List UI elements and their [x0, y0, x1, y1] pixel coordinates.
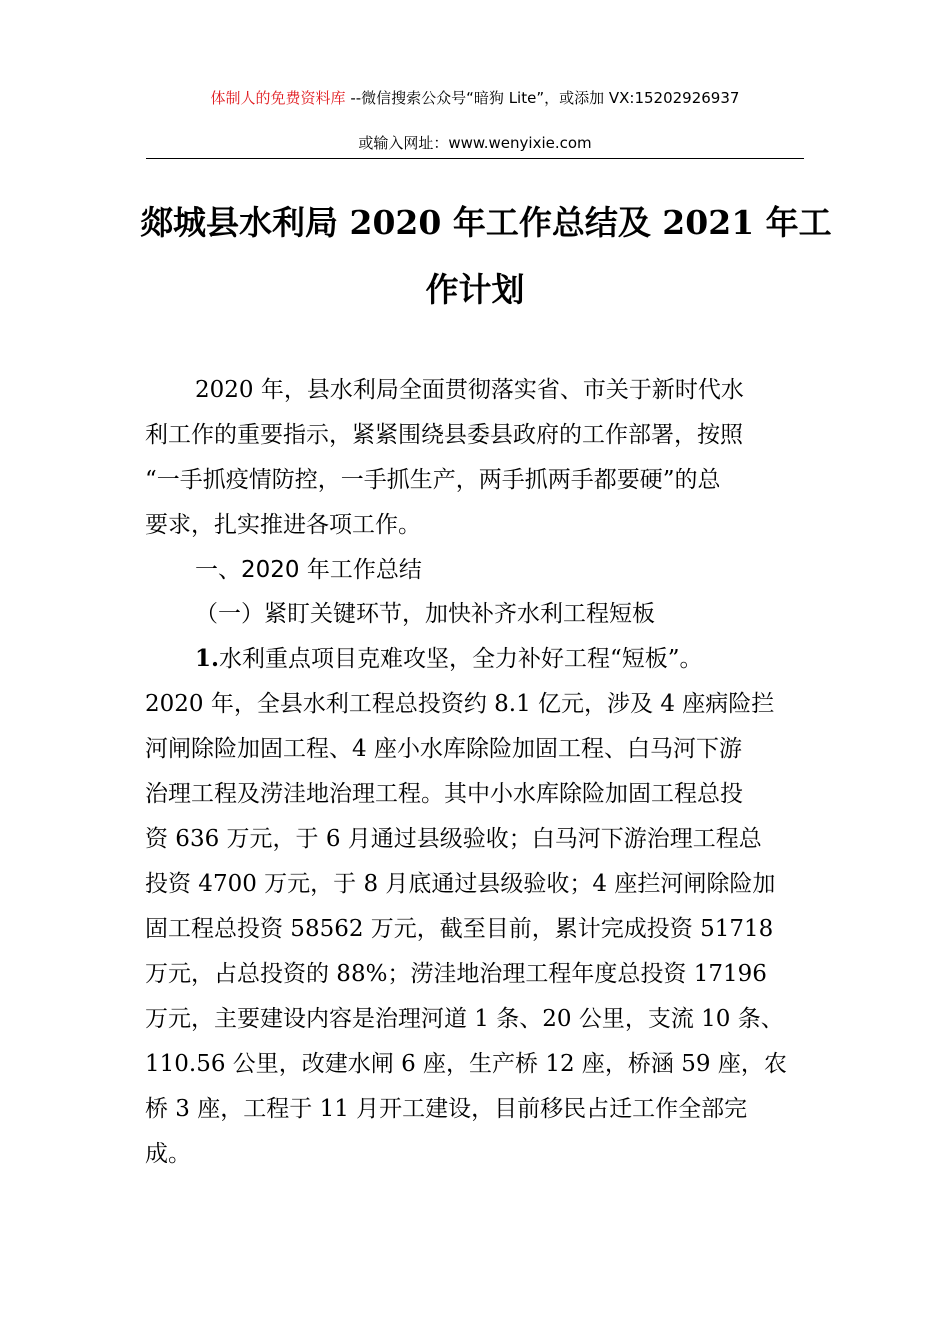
intro-line-1: 2020 年，县水利局全面贯彻落实省、市关于新时代水	[195, 377, 744, 403]
item-1-line-5: 投资 4700 万元，于 8 月底通过县级验收；4 座拦河闸除险加	[145, 871, 776, 897]
intro-line-4: 要求，扎实推进各项工作。	[145, 512, 421, 538]
item-1-line-10: 桥 3 座，工程于 11 月开工建设，目前移民占迁工作全部完	[145, 1096, 748, 1122]
item-1-lead-line	[145, 637, 813, 681]
header-url-line: 或输入网址：www.wenyixie.com	[358, 134, 592, 152]
header-promo-line	[145, 86, 805, 110]
item-1-lead: 水利重点项目克难攻坚，全力补好工程“短板”。	[219, 646, 703, 672]
item-1-line-4: 资 636 万元，于 6 月通过县级验收；白马河下游治理工程总	[145, 826, 762, 852]
header-divider	[146, 158, 804, 159]
item-1-line-1: 2020 年，全县水利工程总投资约 8.1 亿元，涉及 4 座病险拦	[145, 691, 775, 717]
item-1-line-9: 110.56 公里，改建水闸 6 座，生产桥 12 座，桥涵 59 座，农	[145, 1051, 787, 1077]
item-1-number: 1.	[195, 645, 220, 672]
intro-line-3: “一手抓疫情防控，一手抓生产，两手抓两手都要硬”的总	[145, 467, 721, 493]
subsection-heading-1: （一）紧盯关键环节，加快补齐水利工程短板	[195, 601, 655, 627]
item-1-line-8: 万元，主要建设内容是治理河道 1 条、20 公里，支流 10 条、	[145, 1006, 784, 1032]
document-title-line-2: 作计划	[425, 270, 525, 309]
item-1-line-7: 万元，占总投资的 88%；涝洼地治理工程年度总投资 17196	[145, 961, 767, 987]
section-heading-1: 一、2020 年工作总结	[195, 557, 422, 583]
item-1-line-11: 成。	[145, 1141, 191, 1167]
item-1-line-3: 治理工程及涝洼地治理工程。其中小水库除险加固工程总投	[145, 781, 743, 807]
header-promo: --微信搜索公众号“暗狗 Lite”，或添加 VX:15202926937	[345, 89, 740, 107]
document-title-line-1: 郯城县水利局 2020 年工作总结及 2021 年工	[140, 203, 832, 242]
intro-line-2: 利工作的重要指示，紧紧围绕县委县政府的工作部署，按照	[145, 422, 743, 448]
item-1-line-2: 河闸除险加固工程、4 座小水库除险加固工程、白马河下游	[145, 736, 742, 762]
header-brand: 体制人的免费资料库	[210, 89, 346, 107]
item-1-line-6: 固工程总投资 58562 万元，截至目前，累计完成投资 51718	[145, 916, 774, 942]
